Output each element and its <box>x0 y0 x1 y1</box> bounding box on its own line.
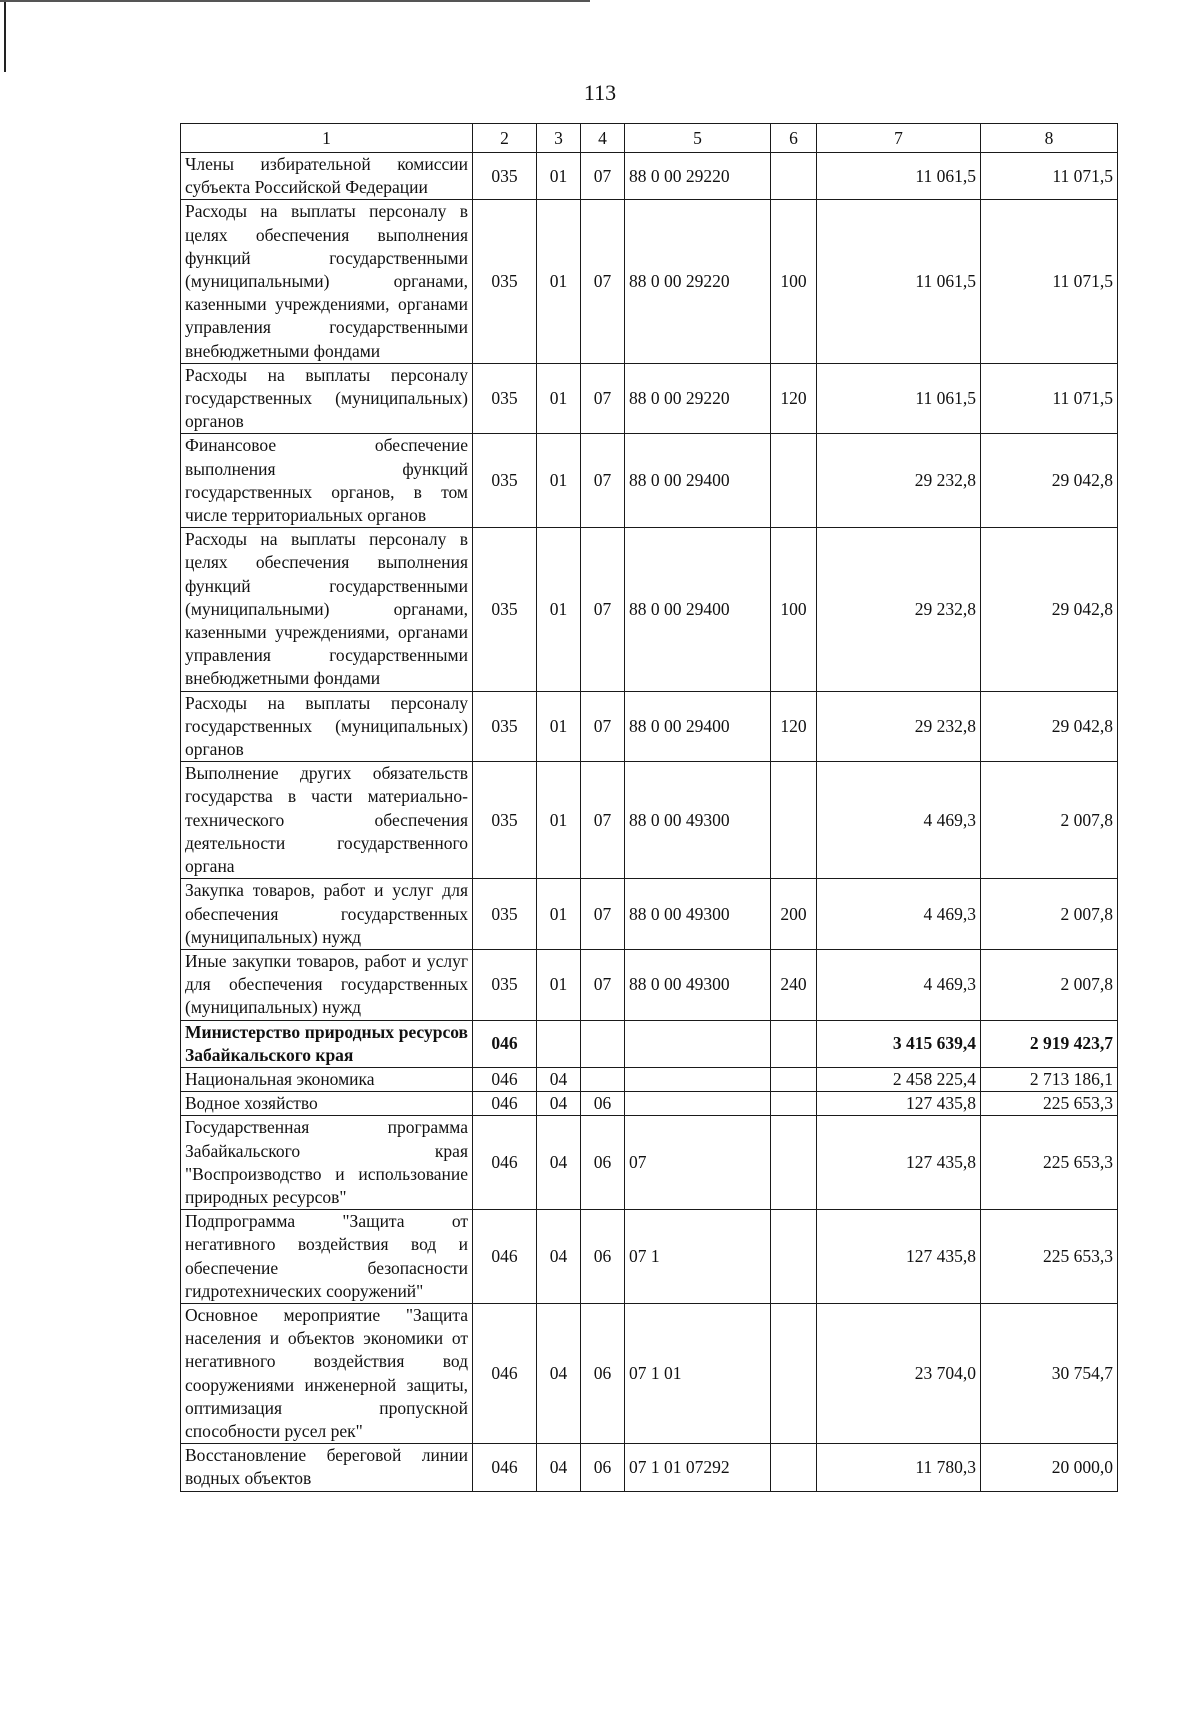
subsection-code-cell: 06 <box>581 1210 625 1304</box>
subsection-code-cell: 07 <box>581 879 625 950</box>
column-header: 6 <box>771 124 817 153</box>
expense-type-cell: 120 <box>771 363 817 434</box>
ministry-code-cell: 035 <box>473 528 537 691</box>
amount-year1-cell: 11 061,5 <box>817 200 981 363</box>
ministry-code-cell: 035 <box>473 200 537 363</box>
ministry-code-cell: 046 <box>473 1020 537 1067</box>
subsection-code-cell <box>581 1020 625 1067</box>
subsection-code-cell: 07 <box>581 949 625 1020</box>
expense-name-cell: Государственная программа Забайкальского края "Воспроизводство и использование природных ресурсов" <box>181 1116 473 1210</box>
expense-name-cell: Национальная экономика <box>181 1067 473 1091</box>
expense-name-cell: Подпрограмма "Защита от негативного воздействия вод и обеспечение безопасности гидротехнических сооружений" <box>181 1210 473 1304</box>
section-code-cell: 01 <box>537 691 581 762</box>
target-article-cell: 88 0 00 29400 <box>625 691 771 762</box>
amount-year2-cell: 29 042,8 <box>981 434 1118 528</box>
budget-table <box>180 123 1118 1492</box>
ministry-code-cell: 035 <box>473 691 537 762</box>
amount-year1-cell: 4 469,3 <box>817 762 981 879</box>
expense-type-cell <box>771 1444 817 1491</box>
amount-year2-cell: 11 071,5 <box>981 200 1118 363</box>
amount-year1-cell: 11 061,5 <box>817 363 981 434</box>
section-code-cell: 01 <box>537 153 581 200</box>
table-row <box>181 153 1118 200</box>
expense-name-cell: Финансовое обеспечение выполнения функций государственных органов, в том числе территориальных органов <box>181 434 473 528</box>
ministry-code-cell: 046 <box>473 1210 537 1304</box>
target-article-cell: 88 0 00 29220 <box>625 363 771 434</box>
expense-name-cell: Члены избирательной комиссии субъекта Российской Федерации <box>181 153 473 200</box>
amount-year1-cell: 29 232,8 <box>817 528 981 691</box>
expense-name-cell: Расходы на выплаты персоналу в целях обеспечения выполнения функций государственными (муниципальными) органами, казенными учреждениями, органами управления государственными внебюджетными фондами <box>181 200 473 363</box>
amount-year1-cell: 4 469,3 <box>817 949 981 1020</box>
ministry-code-cell: 035 <box>473 153 537 200</box>
amount-year2-cell: 11 071,5 <box>981 153 1118 200</box>
subsection-code-cell: 07 <box>581 528 625 691</box>
column-header: 7 <box>817 124 981 153</box>
subsection-code-cell: 07 <box>581 434 625 528</box>
amount-year1-cell: 127 435,8 <box>817 1116 981 1210</box>
target-article-cell <box>625 1020 771 1067</box>
column-header: 4 <box>581 124 625 153</box>
ministry-code-cell: 035 <box>473 879 537 950</box>
amount-year1-cell: 29 232,8 <box>817 691 981 762</box>
table-row <box>181 1116 1118 1210</box>
expense-type-cell <box>771 1210 817 1304</box>
expense-name-cell: Министерство природных ресурсов Забайкальского края <box>181 1020 473 1067</box>
expense-name-cell: Водное хозяйство <box>181 1092 473 1116</box>
ministry-code-cell: 046 <box>473 1444 537 1491</box>
section-code-cell: 01 <box>537 528 581 691</box>
expense-type-cell: 200 <box>771 879 817 950</box>
subsection-code-cell: 07 <box>581 363 625 434</box>
column-header: 5 <box>625 124 771 153</box>
expense-name-cell: Основное мероприятие "Защита населения и объектов экономики от негативного воздействия вод сооружениями инженерной защиты, оптимизация пропускной способности русел рек" <box>181 1303 473 1443</box>
section-code-cell: 01 <box>537 879 581 950</box>
amount-year1-cell: 127 435,8 <box>817 1092 981 1116</box>
section-code-cell: 04 <box>537 1444 581 1491</box>
target-article-cell: 07 <box>625 1116 771 1210</box>
amount-year2-cell: 2 007,8 <box>981 949 1118 1020</box>
expense-name-cell: Расходы на выплаты персоналу государственных (муниципальных) органов <box>181 691 473 762</box>
expense-type-cell <box>771 434 817 528</box>
target-article-cell: 88 0 00 49300 <box>625 949 771 1020</box>
table-row <box>181 762 1118 879</box>
expense-type-cell <box>771 1092 817 1116</box>
subsection-code-cell <box>581 1067 625 1091</box>
expense-type-cell <box>771 1303 817 1443</box>
ministry-code-cell: 035 <box>473 762 537 879</box>
column-number-row <box>181 124 1118 153</box>
ministry-code-cell: 035 <box>473 434 537 528</box>
expense-type-cell: 240 <box>771 949 817 1020</box>
scan-edge-mark <box>0 0 590 2</box>
expense-type-cell <box>771 762 817 879</box>
expense-name-cell: Закупка товаров, работ и услуг для обеспечения государственных (муниципальных) нужд <box>181 879 473 950</box>
section-code-cell: 04 <box>537 1303 581 1443</box>
expense-name-cell: Расходы на выплаты персоналу в целях обеспечения выполнения функций государственными (муниципальными) органами, казенными учреждениями, органами управления государственными внебюджетными фондами <box>181 528 473 691</box>
target-article-cell: 07 1 <box>625 1210 771 1304</box>
amount-year2-cell: 2 007,8 <box>981 879 1118 950</box>
table-row <box>181 528 1118 691</box>
amount-year1-cell: 11 780,3 <box>817 1444 981 1491</box>
table-row <box>181 1020 1118 1067</box>
ministry-code-cell: 035 <box>473 949 537 1020</box>
amount-year1-cell: 4 469,3 <box>817 879 981 950</box>
expense-name-cell: Иные закупки товаров, работ и услуг для обеспечения государственных (муниципальных) нужд <box>181 949 473 1020</box>
ministry-code-cell: 046 <box>473 1303 537 1443</box>
expense-type-cell: 120 <box>771 691 817 762</box>
amount-year2-cell: 2 713 186,1 <box>981 1067 1118 1091</box>
target-article-cell <box>625 1067 771 1091</box>
expense-type-cell <box>771 153 817 200</box>
amount-year2-cell: 225 653,3 <box>981 1116 1118 1210</box>
amount-year2-cell: 2 919 423,7 <box>981 1020 1118 1067</box>
target-article-cell: 88 0 00 29400 <box>625 528 771 691</box>
target-article-cell: 88 0 00 49300 <box>625 762 771 879</box>
target-article-cell: 88 0 00 29220 <box>625 200 771 363</box>
section-code-cell <box>537 1020 581 1067</box>
amount-year2-cell: 225 653,3 <box>981 1092 1118 1116</box>
section-code-cell: 01 <box>537 949 581 1020</box>
amount-year2-cell: 29 042,8 <box>981 528 1118 691</box>
expense-type-cell <box>771 1020 817 1067</box>
subsection-code-cell: 06 <box>581 1303 625 1443</box>
table-row <box>181 879 1118 950</box>
target-article-cell: 88 0 00 49300 <box>625 879 771 950</box>
table-row <box>181 363 1118 434</box>
subsection-code-cell: 06 <box>581 1116 625 1210</box>
expense-name-cell: Восстановление береговой линии водных объектов <box>181 1444 473 1491</box>
expense-name-cell: Расходы на выплаты персоналу государственных (муниципальных) органов <box>181 363 473 434</box>
table-row <box>181 1210 1118 1304</box>
table-row <box>181 1092 1118 1116</box>
amount-year1-cell: 23 704,0 <box>817 1303 981 1443</box>
section-code-cell: 04 <box>537 1116 581 1210</box>
section-code-cell: 01 <box>537 363 581 434</box>
section-code-cell: 01 <box>537 200 581 363</box>
amount-year2-cell: 30 754,7 <box>981 1303 1118 1443</box>
page-number: 113 <box>583 80 617 105</box>
subsection-code-cell: 07 <box>581 762 625 879</box>
target-article-cell: 07 1 01 <box>625 1303 771 1443</box>
column-header: 2 <box>473 124 537 153</box>
table-row <box>181 1303 1118 1443</box>
amount-year1-cell: 2 458 225,4 <box>817 1067 981 1091</box>
expense-type-cell: 100 <box>771 200 817 363</box>
table-body <box>181 124 1118 1492</box>
section-code-cell: 01 <box>537 762 581 879</box>
amount-year2-cell: 11 071,5 <box>981 363 1118 434</box>
table-row <box>181 949 1118 1020</box>
amount-year2-cell: 225 653,3 <box>981 1210 1118 1304</box>
table-row <box>181 434 1118 528</box>
section-code-cell: 04 <box>537 1210 581 1304</box>
amount-year1-cell: 3 415 639,4 <box>817 1020 981 1067</box>
amount-year2-cell: 20 000,0 <box>981 1444 1118 1491</box>
target-article-cell <box>625 1092 771 1116</box>
amount-year1-cell: 11 061,5 <box>817 153 981 200</box>
table-row <box>181 691 1118 762</box>
scan-edge-mark <box>4 0 6 72</box>
section-code-cell: 04 <box>537 1067 581 1091</box>
target-article-cell: 88 0 00 29220 <box>625 153 771 200</box>
column-header: 3 <box>537 124 581 153</box>
amount-year1-cell: 29 232,8 <box>817 434 981 528</box>
expense-type-cell: 100 <box>771 528 817 691</box>
subsection-code-cell: 06 <box>581 1092 625 1116</box>
expense-type-cell <box>771 1116 817 1210</box>
subsection-code-cell: 07 <box>581 691 625 762</box>
ministry-code-cell: 046 <box>473 1092 537 1116</box>
subsection-code-cell: 06 <box>581 1444 625 1491</box>
table-row <box>181 1444 1118 1491</box>
ministry-code-cell: 046 <box>473 1116 537 1210</box>
section-code-cell: 04 <box>537 1092 581 1116</box>
target-article-cell: 88 0 00 29400 <box>625 434 771 528</box>
subsection-code-cell: 07 <box>581 200 625 363</box>
ministry-code-cell: 035 <box>473 363 537 434</box>
expense-name-cell: Выполнение других обязательств государства в части материально-технического обеспечения деятельности государственного органа <box>181 762 473 879</box>
column-header: 8 <box>981 124 1118 153</box>
column-header: 1 <box>181 124 473 153</box>
table-row <box>181 1067 1118 1091</box>
table-row <box>181 200 1118 363</box>
subsection-code-cell: 07 <box>581 153 625 200</box>
amount-year2-cell: 29 042,8 <box>981 691 1118 762</box>
target-article-cell: 07 1 01 07292 <box>625 1444 771 1491</box>
amount-year2-cell: 2 007,8 <box>981 762 1118 879</box>
expense-type-cell <box>771 1067 817 1091</box>
amount-year1-cell: 127 435,8 <box>817 1210 981 1304</box>
section-code-cell: 01 <box>537 434 581 528</box>
ministry-code-cell: 046 <box>473 1067 537 1091</box>
